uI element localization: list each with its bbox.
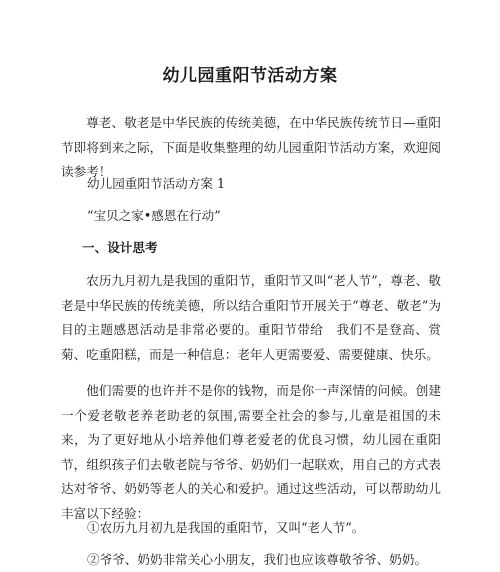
paragraph-1: 农历九月初九是我国的重阳节，重阳节又叫“老人节”，尊老、敬老是中华民族的传统美德，所以结合重阳节开展关于“尊老、敬老”为目的主题感恩活动是非常必要的。重阳节带给 我们不是登高、赏菊、吃重阳糕，而是一种信息：老年人更需要爱、需要健康、快乐。 [61,273,441,362]
intro-paragraph: 尊老、敬老是中华民族的传统美德，在中华民族传统节日—重阳节即将到来之际，下面是收集整理的幼儿园重阳节活动方案，欢迎阅读参考！ [61,115,441,179]
list-item-2: ②爷爷、奶奶非常关心小朋友，我们也应该尊敬爷爷、奶奶。 [87,552,428,567]
plan-title: 幼儿园重阳节活动方案 1 [87,176,225,191]
section-heading: 一、设计思考 [82,240,158,255]
plan-theme: “宝贝之家•感恩在行动” [87,208,221,223]
paragraph-2: 他们需要的也许并不是你的钱物，而是你一声深情的问候。创建一个爱老敬老养老助老的氛围,需要全社会的参与,儿童是祖国的未来，为了更好地从小培养他们尊老爱老的优良习惯，幼儿园在重阳节，组织孩子们去敬老院与爷爷、奶奶们一起联欢，用自己的方式表达对爷爷、奶奶等老人的关心和爱护。通过这些活动，可以帮助幼儿丰富以下经验： [61,383,441,521]
document-title: 幼儿园重阳节活动方案 [162,66,338,86]
list-item-1: ①农历九月初九是我国的重阳节，又叫“老人节”。 [87,520,365,535]
